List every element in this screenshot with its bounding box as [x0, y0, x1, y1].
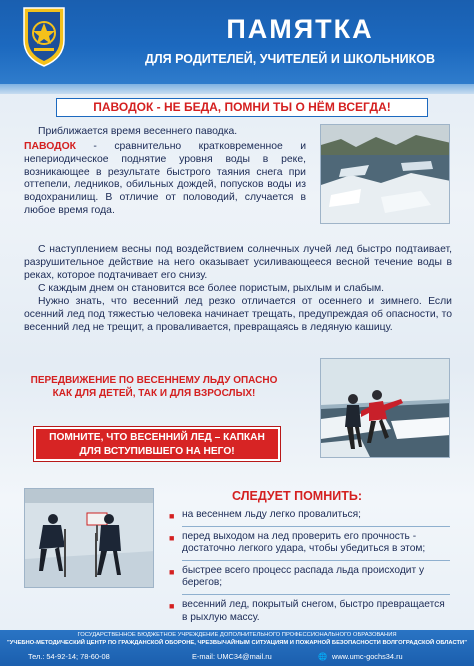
trap-line-1: ПОМНИТЕ, ЧТО ВЕСЕННИЙ ЛЕД – КАПКАН [49, 432, 265, 443]
footer-email[interactable]: E-mail: UMC34@mail.ru [192, 652, 272, 661]
slogan-banner: ПАВОДОК - НЕ БЕДА, ПОМНИ ТЫ О НЁМ ВСЕГДА! [56, 98, 428, 117]
body-paragraph-3: Нужно знать, что весенний лед резко отличается от осеннего и зимнего. Если осенний лед под тяжестью человека начинает трещать, предупреждая об опасности, то весенний лед не трещит, а проваливается, превращаясь в ледяную кашицу. [24, 296, 452, 333]
page-title: ПАМЯТКА [226, 14, 374, 44]
ice-floes-photo [320, 124, 450, 224]
people-on-ice-photo [320, 358, 450, 458]
divider [182, 594, 450, 595]
list-item-text: весенний лед, покрытый снегом, быстро превращается в рыхлую массу. [182, 598, 445, 623]
flood-term: ПАВОДОК [24, 141, 76, 152]
rescuers-testing-ice-photo [24, 488, 154, 588]
footer-website-icon: 🌐 [318, 652, 328, 661]
footer-website[interactable]: www.umc-gochs34.ru [332, 652, 403, 661]
list-item-text: быстрее всего процесс распада льда происходит у берегов; [182, 564, 425, 589]
bullet-icon: ■ [169, 511, 175, 521]
trap-warning-box [34, 427, 280, 461]
shield-emblem-icon [20, 6, 68, 68]
divider [182, 526, 450, 527]
body-paragraph-2: С каждым днем он становится все более пористым, рыхлым и слабым. [38, 283, 385, 294]
list-item [168, 565, 450, 595]
header-banner [0, 0, 474, 84]
trap-line-2: ДЛЯ ВСТУПИВШЕГО НА НЕГО! [79, 446, 235, 457]
header-stripe [0, 84, 474, 94]
warning-text [28, 374, 280, 400]
flood-definition-text: - сравнительно кратковременное и непериодическое поднятие уровня воды в реке, возникающее в результате быстрого таяния снега при оттепели, ледников, обильных дождей, попусков воды из водохранилищ. В отличие от половодий, случается в любое время года. [24, 141, 306, 216]
list-item-text: перед выходом на лед проверить его прочность - достаточно легкого удара, чтобы убедиться в этом; [182, 530, 426, 555]
footer-org-line-1: ГОСУДАРСТВЕННОЕ БЮДЖЕТНОЕ УЧРЕЖДЕНИЕ ДОПОЛНИТЕЛЬНОГО ПРОФЕССИОНАЛЬНОГО ОБРАЗОВАНИЯ [77, 632, 397, 638]
remember-title: СЛЕДУЕТ ПОМНИТЬ: [232, 489, 363, 503]
divider [182, 560, 450, 561]
warning-line-2: КАК ДЛЯ ДЕТЕЙ, ТАК И ДЛЯ ВЗРОСЛЫХ! [52, 388, 256, 399]
flood-definition [24, 141, 306, 218]
bullet-icon: ■ [169, 600, 175, 611]
footer-org-line-2: "УЧЕБНО-МЕТОДИЧЕСКИЙ ЦЕНТР ПО ГРАЖДАНСКОЙ ОБОРОНЕ, ЧРЕЗВЫЧАЙНЫМ СИТУАЦИЯМ И ПОЖАРНОЙ БЕЗОПАСНОСТИ ВОЛГОГРАДСКОЙ ОБЛАСТИ" [7, 640, 467, 646]
list-item-text: на весеннем льду легко провалиться; [182, 509, 361, 520]
list-item [168, 531, 450, 561]
remember-list [168, 509, 450, 628]
body-paragraph-1: С наступлением весны под воздействием солнечных лучей лед быстро подтаивает, разрушительное действие на него оказывает усиливающееся весной течение воды в реках, которое подтачивает его снизу. [24, 244, 452, 281]
footer-phone: Тел.: 54-92-14; 78-60-08 [28, 652, 110, 661]
bullet-icon: ■ [169, 532, 175, 543]
list-item [168, 599, 450, 624]
list-item [168, 509, 450, 527]
bullet-icon: ■ [169, 566, 175, 577]
footer [0, 630, 474, 666]
page-subtitle: ДЛЯ РОДИТЕЛЕЙ, УЧИТЕЛЕЙ И ШКОЛЬНИКОВ [144, 52, 436, 66]
warning-line-1: ПЕРЕДВИЖЕНИЕ ПО ВЕСЕННЕМУ ЛЬДУ ОПАСНО [30, 375, 278, 386]
intro-line: Приближается время весеннего паводка. [38, 126, 238, 137]
